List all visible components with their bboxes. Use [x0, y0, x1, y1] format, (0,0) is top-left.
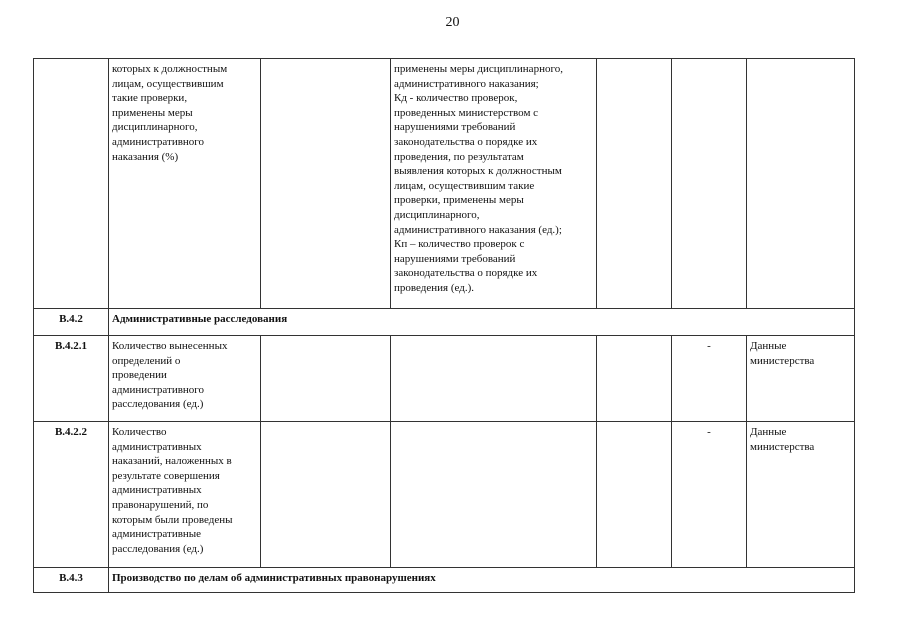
indicator-line: дисциплинарного, — [112, 121, 198, 134]
source-cell — [747, 336, 855, 422]
formula-line: применены меры дисциплинарного, — [394, 63, 563, 75]
indicator-line: административные — [112, 528, 202, 541]
formula-line: административного наказания (ед.); — [394, 223, 562, 236]
table-row-continuation — [34, 59, 855, 309]
indicator-line: правонарушений, по — [112, 498, 209, 511]
empty-cell — [672, 59, 747, 309]
source-cell — [747, 422, 855, 568]
formula-line: нарушениями требований — [394, 252, 516, 265]
empty-cell — [391, 336, 597, 422]
value-cell: - — [672, 422, 747, 568]
empty-cell — [597, 59, 672, 309]
indicator-line: наказаний, наложенных в — [112, 455, 232, 468]
source-line: Данные — [750, 426, 787, 438]
indicator-line: результате совершения — [112, 469, 220, 482]
empty-cell — [597, 422, 672, 568]
formula-line: проведенных министерством с — [394, 106, 539, 119]
source-line: министерства — [750, 354, 815, 367]
indicator-line: которых к должностным — [112, 63, 228, 75]
indicator-line: административных — [112, 440, 202, 453]
indicator-line: расследования (ед.) — [112, 542, 204, 555]
row-code: В.4.2.1 — [34, 336, 109, 422]
indicator-line: административного — [112, 383, 205, 396]
code-cell — [34, 59, 109, 309]
formula-line: проверки, применены меры — [394, 194, 524, 207]
indicator-line: лицам, осуществившим — [112, 77, 224, 90]
section-title: Производство по делам об административных правонарушениях — [109, 568, 855, 593]
value-cell: - — [672, 336, 747, 422]
indicator-line: проведении — [112, 369, 167, 382]
indicator-cell — [109, 422, 261, 568]
section-title: Административные расследования — [109, 309, 855, 336]
formula-line: проведения (ед.). — [394, 281, 474, 294]
indicator-cell — [109, 336, 261, 422]
table-row-b421 — [34, 336, 855, 422]
empty-cell — [261, 336, 391, 422]
indicator-line: наказания (%) — [112, 150, 179, 163]
empty-cell — [391, 422, 597, 568]
indicator-line: расследования (ед.) — [112, 398, 204, 411]
empty-cell — [261, 59, 391, 309]
row-code: В.4.2.2 — [34, 422, 109, 568]
formula-line: лицам, осуществившим такие — [394, 179, 535, 192]
indicator-line: административного — [112, 135, 205, 148]
source-line: Данные — [750, 340, 787, 352]
formula-line: дисциплинарного, — [394, 208, 480, 221]
empty-cell — [261, 422, 391, 568]
empty-cell — [747, 59, 855, 309]
formula-line: нарушениями требований — [394, 121, 516, 134]
section-code: В.4.3 — [34, 568, 109, 593]
indicator-line: которым были проведены — [112, 513, 233, 526]
indicator-line: административных — [112, 484, 202, 497]
section-code: В.4.2 — [34, 309, 109, 336]
formula-line: законодательства о порядке их — [394, 267, 538, 280]
indicator-table — [33, 58, 855, 593]
indicator-line: определений о — [112, 354, 181, 367]
formula-line: законодательства о порядке их — [394, 135, 538, 148]
indicator-line: Количество — [112, 426, 167, 438]
indicator-line: применены меры — [112, 106, 193, 119]
section-row-b42 — [34, 309, 855, 336]
formula-line: Кп – количество проверок с — [394, 238, 525, 251]
formula-line: Кд - количество проверок, — [394, 92, 518, 105]
indicator-line: такие проверки, — [112, 92, 188, 105]
page-number: 20 — [445, 15, 460, 30]
indicator-line: Количество вынесенных — [112, 340, 228, 352]
formula-line: административного наказания; — [394, 77, 539, 90]
empty-cell — [597, 336, 672, 422]
formula-line: выявления которых к должностным — [394, 165, 562, 178]
source-line: министерства — [750, 440, 815, 453]
section-row-b43 — [34, 568, 855, 593]
indicator-cell — [109, 59, 261, 309]
formula-line: проведения, по результатам — [394, 150, 524, 163]
formula-cell — [391, 59, 597, 309]
table-row-b422 — [34, 422, 855, 568]
